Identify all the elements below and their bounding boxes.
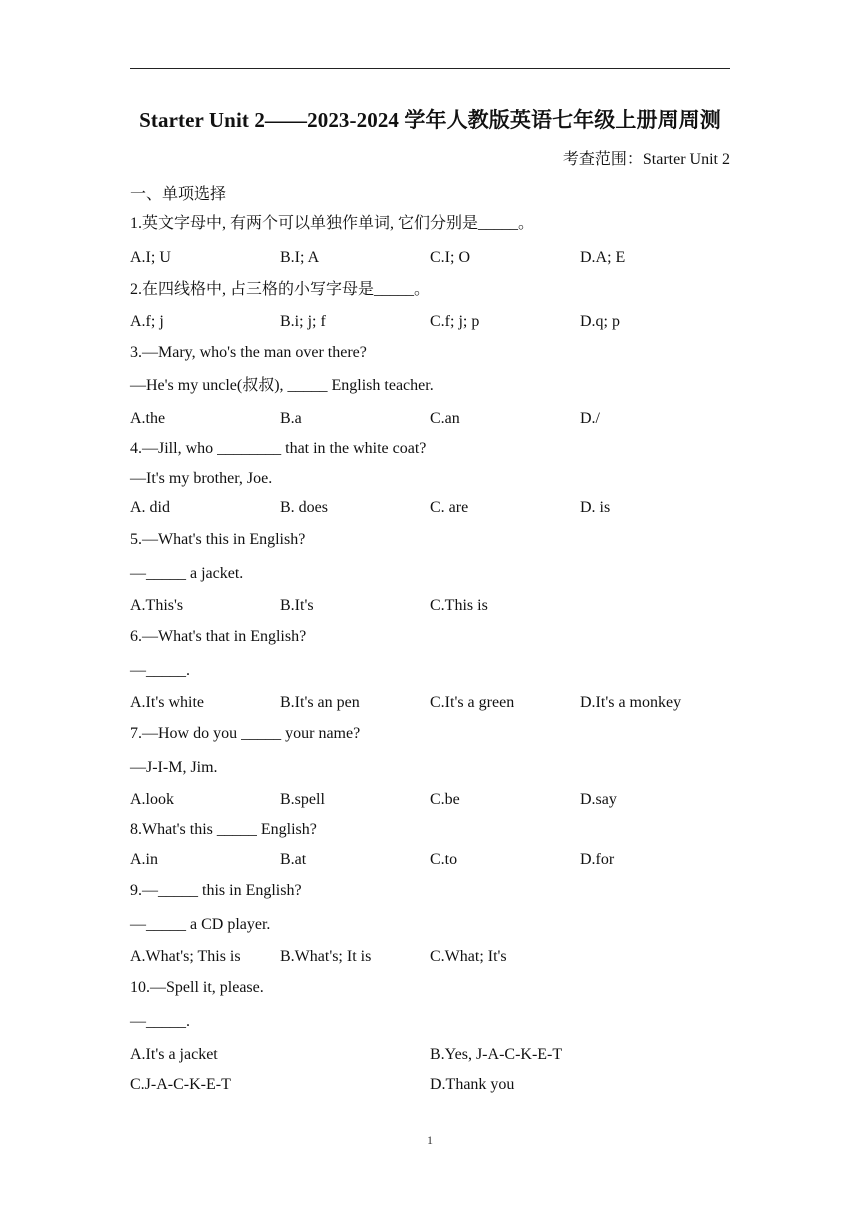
question-5-option-a: A.This's — [130, 597, 184, 614]
question-10-option-b: B.Yes, J-A-C-K-E-T — [430, 1046, 563, 1063]
question-6-option-c: C.It's a green — [430, 694, 515, 711]
question-2-option-b: B.i; j; f — [280, 313, 326, 330]
question-7-stem: 7.—How do you _____ your name? — [130, 725, 361, 742]
question-8-option-c: C.to — [430, 851, 458, 868]
question-5-stem-line2: —_____ a jacket. — [130, 565, 244, 582]
question-4-stem-line2: —It's my brother, Joe. — [130, 470, 273, 487]
question-7-option-a: A.look — [130, 791, 174, 808]
question-10-option-d: D.Thank you — [430, 1076, 515, 1093]
question-5-option-b: B.It's — [280, 597, 314, 614]
question-9-stem-line2: —_____ a CD player. — [130, 916, 271, 933]
question-6-stem-line2: —_____. — [130, 662, 190, 679]
question-10-stem-line2: —_____. — [130, 1013, 190, 1030]
question-2-option-c: C.f; j; p — [430, 313, 480, 330]
question-10-option-c: C.J-A-C-K-E-T — [130, 1076, 231, 1093]
question-9-option-a: A.What's; This is — [130, 948, 241, 965]
question-3-option-a: A.the — [130, 410, 166, 427]
question-1-option-b: B.I; A — [280, 249, 320, 266]
header-rule — [130, 68, 730, 69]
question-7-stem-line2: —J-I-M, Jim. — [130, 759, 218, 776]
page-title: Starter Unit 2——2023-2024 学年人教版英语七年级上册周周测 — [139, 108, 721, 132]
exam-scope: 考查范围：Starter Unit 2 — [562, 151, 730, 168]
question-1-option-c: C.I; O — [430, 249, 470, 266]
question-5-stem: 5.—What's this in English? — [130, 531, 306, 548]
question-10-stem: 10.—Spell it, please. — [130, 979, 264, 996]
question-6-option-b: B.It's an pen — [280, 694, 360, 711]
question-7-option-d: D.say — [580, 791, 617, 808]
question-2-option-d: D.q; p — [580, 313, 620, 330]
question-8-option-d: D.for — [580, 851, 615, 868]
question-3-option-b: B.a — [280, 410, 302, 427]
question-8-option-a: A.in — [130, 851, 158, 868]
question-7-option-c: C.be — [430, 791, 460, 808]
question-9-option-c: C.What; It's — [430, 948, 507, 965]
question-1-option-a: A.I; U — [130, 249, 171, 266]
question-6-option-a: A.It's white — [130, 694, 204, 711]
question-4-option-a: A. did — [130, 499, 170, 516]
question-3-option-c: C.an — [430, 410, 460, 427]
question-3-stem: 3.—Mary, who's the man over there? — [130, 344, 367, 361]
question-1-stem: 1.英文字母中, 有两个可以单独作单词, 它们分别是_____。 — [130, 215, 535, 232]
question-8-option-b: B.at — [280, 851, 307, 868]
question-2-stem: 2.在四线格中, 占三格的小写字母是_____。 — [130, 281, 431, 298]
question-4-option-d: D. is — [580, 499, 611, 516]
question-3-option-d: D./ — [580, 410, 600, 427]
page-number: 1 — [427, 1133, 433, 1147]
question-7-option-b: B.spell — [280, 791, 325, 808]
question-10-option-a: A.It's a jacket — [130, 1046, 218, 1063]
question-6-option-d: D.It's a monkey — [580, 694, 682, 711]
question-9-stem: 9.—_____ this in English? — [130, 882, 302, 899]
section-heading: 一、单项选择 — [130, 186, 227, 203]
question-9-option-b: B.What's; It is — [280, 948, 372, 965]
question-4-stem: 4.—Jill, who ________ that in the white coat? — [130, 440, 427, 457]
question-3-stem-line2: —He's my uncle(叔叔), _____ English teacher. — [130, 377, 434, 394]
question-1-option-d: D.A; E — [580, 249, 626, 266]
question-2-option-a: A.f; j — [130, 313, 164, 330]
question-5-option-c: C.This is — [430, 597, 488, 614]
question-4-option-b: B. does — [280, 499, 328, 516]
question-4-option-c: C. are — [430, 499, 469, 516]
question-8-stem: 8.What's this _____ English? — [130, 821, 317, 838]
question-6-stem: 6.—What's that in English? — [130, 628, 307, 645]
